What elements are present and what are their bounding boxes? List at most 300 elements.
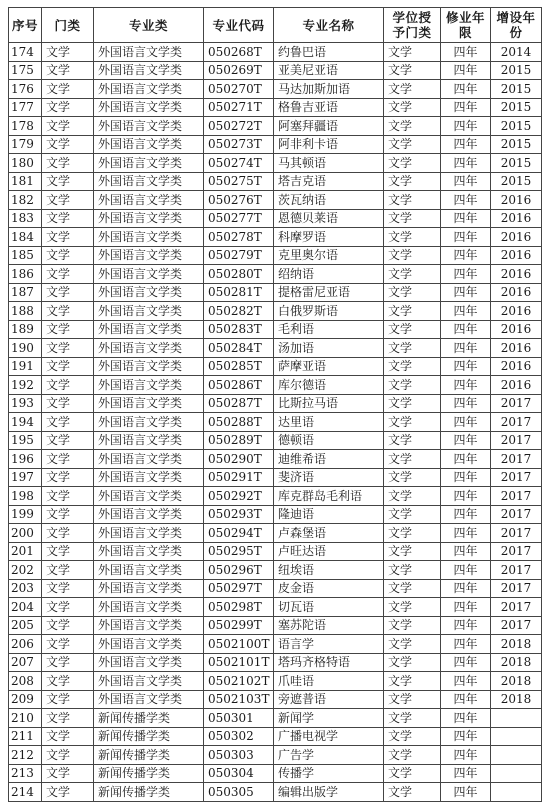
- cell-degree-category: 文学: [384, 394, 441, 413]
- cell-category: 文学: [42, 61, 94, 80]
- cell-major-code: 050268T: [204, 43, 274, 62]
- header-year-added: 增设年份: [491, 8, 542, 43]
- cell-study-duration: 四年: [441, 98, 491, 117]
- cell-major-code: 050295T: [204, 542, 274, 561]
- cell-category: 文学: [42, 727, 94, 746]
- cell-year-added: 2017: [491, 616, 542, 635]
- cell-year-added: [491, 746, 542, 765]
- cell-major-name: 萨摩亚语: [274, 357, 384, 376]
- cell-index: 178: [9, 117, 42, 136]
- cell-major-class: 外国语言文学类: [94, 542, 204, 561]
- table-row: [9, 228, 542, 247]
- cell-category: 文学: [42, 246, 94, 265]
- cell-major-code: 050297T: [204, 579, 274, 598]
- cell-major-class: 外国语言文学类: [94, 690, 204, 709]
- cell-index: 183: [9, 209, 42, 228]
- cell-degree-category: 文学: [384, 727, 441, 746]
- cell-study-duration: 四年: [441, 709, 491, 728]
- cell-major-code: 050288T: [204, 413, 274, 432]
- cell-degree-category: 文学: [384, 653, 441, 672]
- cell-major-class: 外国语言文学类: [94, 524, 204, 543]
- cell-degree-category: 文学: [384, 80, 441, 99]
- cell-study-duration: 四年: [441, 43, 491, 62]
- cell-year-added: 2015: [491, 135, 542, 154]
- cell-year-added: 2016: [491, 357, 542, 376]
- cell-major-class: 外国语言文学类: [94, 579, 204, 598]
- cell-major-code: 050270T: [204, 80, 274, 99]
- cell-index: 198: [9, 487, 42, 506]
- table-row: [9, 172, 542, 191]
- cell-major-class: 外国语言文学类: [94, 339, 204, 358]
- cell-major-class: 外国语言文学类: [94, 191, 204, 210]
- cell-index: 192: [9, 376, 42, 395]
- cell-index: 184: [9, 228, 42, 247]
- cell-major-class: 新闻传播学类: [94, 783, 204, 802]
- cell-index: 211: [9, 727, 42, 746]
- cell-year-added: 2016: [491, 320, 542, 339]
- cell-major-name: 卢旺达语: [274, 542, 384, 561]
- header-degree-category: 学位授予门类: [384, 8, 441, 43]
- cell-category: 文学: [42, 746, 94, 765]
- cell-major-class: 新闻传播学类: [94, 709, 204, 728]
- cell-degree-category: 文学: [384, 302, 441, 321]
- cell-major-code: 050284T: [204, 339, 274, 358]
- cell-study-duration: 四年: [441, 561, 491, 580]
- majors-table: [8, 7, 542, 802]
- cell-year-added: 2017: [491, 579, 542, 598]
- cell-year-added: 2017: [491, 542, 542, 561]
- cell-index: 181: [9, 172, 42, 191]
- cell-category: 文学: [42, 524, 94, 543]
- table-row: [9, 283, 542, 302]
- table-row: [9, 98, 542, 117]
- cell-study-duration: 四年: [441, 394, 491, 413]
- cell-major-code: 050302: [204, 727, 274, 746]
- cell-major-code: 050301: [204, 709, 274, 728]
- cell-category: 文学: [42, 616, 94, 635]
- cell-study-duration: 四年: [441, 653, 491, 672]
- cell-index: 179: [9, 135, 42, 154]
- table-row: [9, 450, 542, 469]
- cell-category: 文学: [42, 598, 94, 617]
- cell-index: 209: [9, 690, 42, 709]
- table-row: [9, 209, 542, 228]
- cell-degree-category: 文学: [384, 764, 441, 783]
- cell-category: 文学: [42, 505, 94, 524]
- cell-major-class: 外国语言文学类: [94, 302, 204, 321]
- cell-degree-category: 文学: [384, 228, 441, 247]
- cell-major-code: 050280T: [204, 265, 274, 284]
- cell-index: 195: [9, 431, 42, 450]
- cell-major-name: 广播电视学: [274, 727, 384, 746]
- cell-study-duration: 四年: [441, 283, 491, 302]
- cell-degree-category: 文学: [384, 783, 441, 802]
- cell-study-duration: 四年: [441, 339, 491, 358]
- cell-year-added: 2017: [491, 561, 542, 580]
- cell-degree-category: 文学: [384, 431, 441, 450]
- cell-major-class: 外国语言文学类: [94, 283, 204, 302]
- cell-major-code: 050294T: [204, 524, 274, 543]
- cell-study-duration: 四年: [441, 505, 491, 524]
- cell-year-added: 2016: [491, 228, 542, 247]
- cell-major-name: 皮金语: [274, 579, 384, 598]
- cell-major-name: 编辑出版学: [274, 783, 384, 802]
- cell-category: 文学: [42, 302, 94, 321]
- cell-category: 文学: [42, 468, 94, 487]
- cell-index: 177: [9, 98, 42, 117]
- cell-major-code: 050274T: [204, 154, 274, 173]
- table-row: [9, 764, 542, 783]
- cell-major-class: 外国语言文学类: [94, 487, 204, 506]
- cell-major-name: 塔玛齐格特语: [274, 653, 384, 672]
- cell-major-code: 050290T: [204, 450, 274, 469]
- table-row: [9, 561, 542, 580]
- table-row: [9, 746, 542, 765]
- table-row: [9, 616, 542, 635]
- cell-index: 212: [9, 746, 42, 765]
- table-row: [9, 80, 542, 99]
- cell-major-name: 汤加语: [274, 339, 384, 358]
- table-row: [9, 320, 542, 339]
- cell-year-added: 2015: [491, 98, 542, 117]
- cell-study-duration: 四年: [441, 746, 491, 765]
- cell-major-class: 外国语言文学类: [94, 616, 204, 635]
- header-major-name: 专业名称: [274, 8, 384, 43]
- cell-category: 文学: [42, 653, 94, 672]
- cell-major-class: 外国语言文学类: [94, 635, 204, 654]
- cell-index: 214: [9, 783, 42, 802]
- cell-major-class: 外国语言文学类: [94, 357, 204, 376]
- cell-major-code: 050271T: [204, 98, 274, 117]
- cell-major-code: 050276T: [204, 191, 274, 210]
- cell-major-class: 外国语言文学类: [94, 228, 204, 247]
- header-study-duration: 修业年限: [441, 8, 491, 43]
- cell-index: 185: [9, 246, 42, 265]
- cell-major-name: 切瓦语: [274, 598, 384, 617]
- cell-degree-category: 文学: [384, 450, 441, 469]
- cell-study-duration: 四年: [441, 154, 491, 173]
- cell-index: 193: [9, 394, 42, 413]
- table-row: [9, 524, 542, 543]
- cell-study-duration: 四年: [441, 764, 491, 783]
- cell-category: 文学: [42, 357, 94, 376]
- cell-degree-category: 文学: [384, 616, 441, 635]
- cell-major-name: 马其顿语: [274, 154, 384, 173]
- cell-index: 213: [9, 764, 42, 783]
- cell-major-class: 新闻传播学类: [94, 727, 204, 746]
- cell-study-duration: 四年: [441, 135, 491, 154]
- cell-category: 文学: [42, 191, 94, 210]
- table-row: [9, 43, 542, 62]
- cell-major-name: 白俄罗斯语: [274, 302, 384, 321]
- cell-degree-category: 文学: [384, 487, 441, 506]
- table-row: [9, 265, 542, 284]
- cell-major-code: 050283T: [204, 320, 274, 339]
- cell-year-added: 2017: [491, 524, 542, 543]
- cell-index: 197: [9, 468, 42, 487]
- cell-index: 201: [9, 542, 42, 561]
- cell-degree-category: 文学: [384, 709, 441, 728]
- cell-degree-category: 文学: [384, 135, 441, 154]
- cell-index: 207: [9, 653, 42, 672]
- table-row: [9, 635, 542, 654]
- cell-year-added: 2016: [491, 209, 542, 228]
- table-row: [9, 505, 542, 524]
- cell-major-code: 0502102T: [204, 672, 274, 691]
- cell-index: 205: [9, 616, 42, 635]
- cell-year-added: 2015: [491, 61, 542, 80]
- table-row: [9, 690, 542, 709]
- cell-category: 文学: [42, 43, 94, 62]
- table-row: [9, 653, 542, 672]
- cell-major-code: 050289T: [204, 431, 274, 450]
- cell-category: 文学: [42, 320, 94, 339]
- cell-major-class: 外国语言文学类: [94, 468, 204, 487]
- cell-year-added: 2018: [491, 635, 542, 654]
- cell-degree-category: 文学: [384, 542, 441, 561]
- cell-major-code: 050287T: [204, 394, 274, 413]
- cell-major-name: 茨瓦纳语: [274, 191, 384, 210]
- cell-major-name: 科摩罗语: [274, 228, 384, 247]
- cell-major-class: 外国语言文学类: [94, 98, 204, 117]
- cell-major-name: 格鲁吉亚语: [274, 98, 384, 117]
- cell-index: 210: [9, 709, 42, 728]
- cell-year-added: 2015: [491, 80, 542, 99]
- cell-major-code: 050292T: [204, 487, 274, 506]
- cell-major-class: 外国语言文学类: [94, 209, 204, 228]
- cell-index: 202: [9, 561, 42, 580]
- table-row: [9, 117, 542, 136]
- cell-index: 194: [9, 413, 42, 432]
- cell-major-class: 外国语言文学类: [94, 117, 204, 136]
- cell-degree-category: 文学: [384, 265, 441, 284]
- cell-year-added: [491, 709, 542, 728]
- cell-major-name: 塔吉克语: [274, 172, 384, 191]
- cell-degree-category: 文学: [384, 339, 441, 358]
- cell-degree-category: 文学: [384, 98, 441, 117]
- cell-index: 188: [9, 302, 42, 321]
- cell-study-duration: 四年: [441, 302, 491, 321]
- cell-year-added: 2015: [491, 154, 542, 173]
- cell-study-duration: 四年: [441, 117, 491, 136]
- cell-major-code: 050273T: [204, 135, 274, 154]
- cell-study-duration: 四年: [441, 468, 491, 487]
- cell-index: 175: [9, 61, 42, 80]
- cell-major-code: 050303: [204, 746, 274, 765]
- cell-degree-category: 文学: [384, 283, 441, 302]
- cell-degree-category: 文学: [384, 209, 441, 228]
- cell-major-code: 050281T: [204, 283, 274, 302]
- cell-major-name: 阿非利卡语: [274, 135, 384, 154]
- cell-category: 文学: [42, 487, 94, 506]
- cell-study-duration: 四年: [441, 61, 491, 80]
- cell-major-code: 050269T: [204, 61, 274, 80]
- cell-major-name: 比斯拉马语: [274, 394, 384, 413]
- cell-year-added: 2017: [491, 394, 542, 413]
- cell-category: 文学: [42, 690, 94, 709]
- cell-major-name: 恩德贝莱语: [274, 209, 384, 228]
- cell-major-class: 外国语言文学类: [94, 413, 204, 432]
- cell-major-class: 外国语言文学类: [94, 450, 204, 469]
- table-row: [9, 709, 542, 728]
- cell-major-code: 050277T: [204, 209, 274, 228]
- cell-category: 文学: [42, 228, 94, 247]
- table-row: [9, 579, 542, 598]
- cell-year-added: 2017: [491, 413, 542, 432]
- cell-degree-category: 文学: [384, 579, 441, 598]
- cell-major-class: 外国语言文学类: [94, 61, 204, 80]
- cell-major-class: 外国语言文学类: [94, 505, 204, 524]
- table-row: [9, 357, 542, 376]
- cell-index: 199: [9, 505, 42, 524]
- cell-category: 文学: [42, 339, 94, 358]
- cell-degree-category: 文学: [384, 61, 441, 80]
- cell-major-name: 隆迪语: [274, 505, 384, 524]
- cell-study-duration: 四年: [441, 616, 491, 635]
- cell-degree-category: 文学: [384, 505, 441, 524]
- cell-major-name: 约鲁巴语: [274, 43, 384, 62]
- cell-major-code: 050272T: [204, 117, 274, 136]
- cell-major-code: 050299T: [204, 616, 274, 635]
- cell-category: 文学: [42, 154, 94, 173]
- cell-study-duration: 四年: [441, 191, 491, 210]
- cell-year-added: 2016: [491, 283, 542, 302]
- cell-degree-category: 文学: [384, 191, 441, 210]
- cell-year-added: 2018: [491, 672, 542, 691]
- cell-degree-category: 文学: [384, 746, 441, 765]
- table-row: [9, 376, 542, 395]
- cell-major-name: 库尔德语: [274, 376, 384, 395]
- cell-major-code: 0502100T: [204, 635, 274, 654]
- cell-index: 190: [9, 339, 42, 358]
- cell-study-duration: 四年: [441, 672, 491, 691]
- cell-major-class: 外国语言文学类: [94, 135, 204, 154]
- cell-major-class: 新闻传播学类: [94, 746, 204, 765]
- table-row: [9, 413, 542, 432]
- cell-year-added: 2018: [491, 690, 542, 709]
- cell-major-class: 新闻传播学类: [94, 764, 204, 783]
- cell-degree-category: 文学: [384, 154, 441, 173]
- cell-index: 180: [9, 154, 42, 173]
- cell-study-duration: 四年: [441, 228, 491, 247]
- cell-study-duration: 四年: [441, 265, 491, 284]
- cell-major-name: 斐济语: [274, 468, 384, 487]
- cell-major-name: 库克群岛毛利语: [274, 487, 384, 506]
- cell-year-added: [491, 783, 542, 802]
- cell-category: 文学: [42, 80, 94, 99]
- header-index: 序号: [9, 8, 42, 43]
- cell-major-class: 外国语言文学类: [94, 653, 204, 672]
- cell-study-duration: 四年: [441, 357, 491, 376]
- cell-major-class: 外国语言文学类: [94, 43, 204, 62]
- cell-study-duration: 四年: [441, 209, 491, 228]
- cell-major-code: 050304: [204, 764, 274, 783]
- cell-major-code: 050279T: [204, 246, 274, 265]
- cell-major-code: 0502101T: [204, 653, 274, 672]
- cell-study-duration: 四年: [441, 579, 491, 598]
- cell-index: 186: [9, 265, 42, 284]
- table-row: [9, 468, 542, 487]
- cell-index: 187: [9, 283, 42, 302]
- cell-major-name: 塞苏陀语: [274, 616, 384, 635]
- cell-major-code: 050275T: [204, 172, 274, 191]
- cell-degree-category: 文学: [384, 413, 441, 432]
- table-row: [9, 783, 542, 802]
- cell-year-added: 2016: [491, 191, 542, 210]
- cell-major-name: 阿塞拜疆语: [274, 117, 384, 136]
- cell-major-name: 爪哇语: [274, 672, 384, 691]
- cell-major-name: 克里奥尔语: [274, 246, 384, 265]
- cell-category: 文学: [42, 394, 94, 413]
- cell-category: 文学: [42, 709, 94, 728]
- cell-index: 189: [9, 320, 42, 339]
- cell-year-added: 2017: [491, 431, 542, 450]
- table-row: [9, 135, 542, 154]
- cell-degree-category: 文学: [384, 43, 441, 62]
- cell-study-duration: 四年: [441, 320, 491, 339]
- cell-study-duration: 四年: [441, 524, 491, 543]
- cell-index: 191: [9, 357, 42, 376]
- cell-year-added: 2017: [491, 598, 542, 617]
- cell-major-name: 旁遮普语: [274, 690, 384, 709]
- cell-study-duration: 四年: [441, 783, 491, 802]
- cell-major-name: 毛利语: [274, 320, 384, 339]
- table-row: [9, 394, 542, 413]
- cell-category: 文学: [42, 579, 94, 598]
- cell-major-name: 传播学: [274, 764, 384, 783]
- cell-major-class: 外国语言文学类: [94, 172, 204, 191]
- cell-major-class: 外国语言文学类: [94, 265, 204, 284]
- cell-major-name: 语言学: [274, 635, 384, 654]
- cell-study-duration: 四年: [441, 431, 491, 450]
- table-row: [9, 672, 542, 691]
- cell-category: 文学: [42, 135, 94, 154]
- cell-study-duration: 四年: [441, 727, 491, 746]
- cell-major-class: 外国语言文学类: [94, 598, 204, 617]
- cell-major-class: 外国语言文学类: [94, 376, 204, 395]
- table-row: [9, 598, 542, 617]
- cell-year-added: [491, 727, 542, 746]
- cell-major-code: 050286T: [204, 376, 274, 395]
- cell-degree-category: 文学: [384, 117, 441, 136]
- table-row: [9, 542, 542, 561]
- cell-index: 204: [9, 598, 42, 617]
- cell-category: 文学: [42, 542, 94, 561]
- cell-degree-category: 文学: [384, 172, 441, 191]
- cell-major-name: 纽埃语: [274, 561, 384, 580]
- cell-study-duration: 四年: [441, 80, 491, 99]
- cell-major-class: 外国语言文学类: [94, 672, 204, 691]
- cell-degree-category: 文学: [384, 672, 441, 691]
- cell-major-name: 达里语: [274, 413, 384, 432]
- cell-major-name: 绍纳语: [274, 265, 384, 284]
- cell-year-added: 2015: [491, 117, 542, 136]
- table-row: [9, 154, 542, 173]
- cell-index: 208: [9, 672, 42, 691]
- cell-major-code: 050293T: [204, 505, 274, 524]
- cell-degree-category: 文学: [384, 635, 441, 654]
- table-row: [9, 61, 542, 80]
- cell-index: 176: [9, 80, 42, 99]
- cell-major-code: 050285T: [204, 357, 274, 376]
- cell-category: 文学: [42, 635, 94, 654]
- cell-major-class: 外国语言文学类: [94, 394, 204, 413]
- cell-major-code: 050296T: [204, 561, 274, 580]
- cell-study-duration: 四年: [441, 690, 491, 709]
- table-row: [9, 339, 542, 358]
- cell-major-name: 卢森堡语: [274, 524, 384, 543]
- cell-degree-category: 文学: [384, 376, 441, 395]
